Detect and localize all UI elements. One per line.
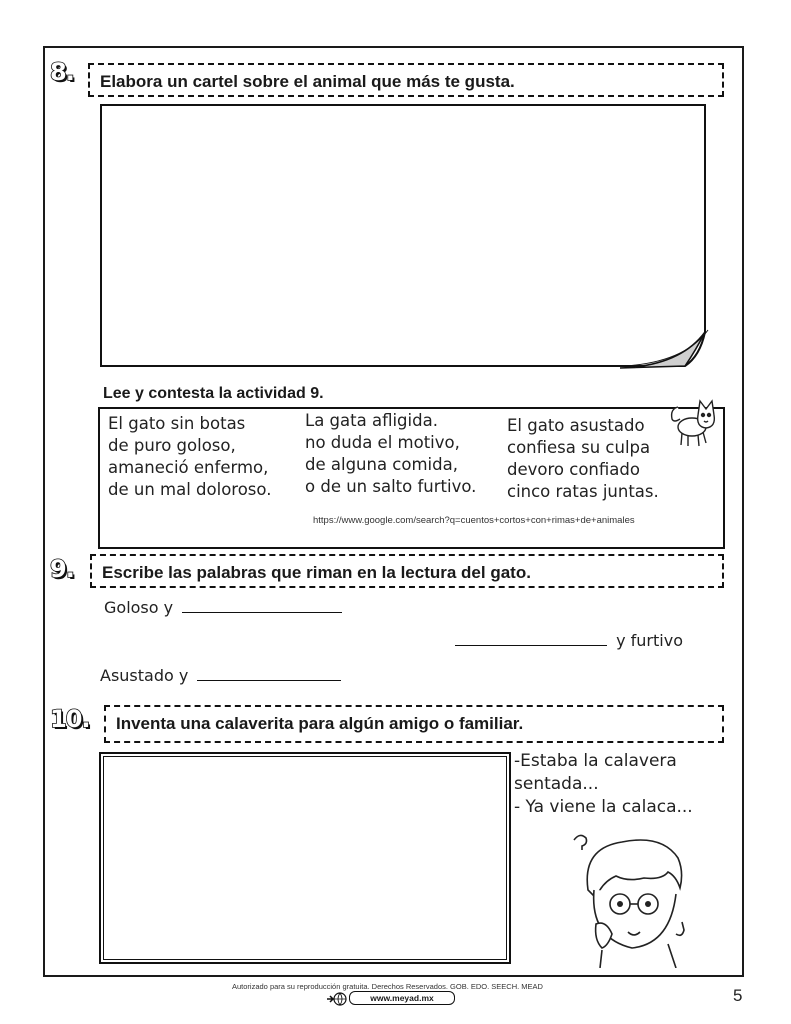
answer-line[interactable]	[182, 598, 342, 613]
answer-line[interactable]	[455, 631, 607, 646]
hint-line: - Ya viene la calaca...	[514, 797, 693, 817]
section-10-instruction	[104, 705, 724, 743]
thinking-boy-icon	[572, 828, 704, 968]
reading-heading: Lee y contesta la actividad 9.	[103, 385, 324, 402]
footer-website[interactable]: www.meyad.mx	[349, 991, 455, 1005]
section-9-instruction-text: Escribe las palabras que riman en la lectura del gato.	[102, 563, 531, 582]
calaverita-hints	[514, 750, 693, 819]
rhyme-label: Goloso y	[104, 598, 174, 617]
section-8-instruction	[88, 63, 724, 97]
poem-line: de alguna comida,	[305, 455, 458, 474]
poster-frame-icon	[100, 104, 710, 370]
section-10-number: 10.	[50, 705, 90, 733]
calaverita-writing-area[interactable]	[99, 752, 511, 964]
poem-line: La gata afligida.	[305, 411, 438, 430]
poem-line: confiesa su culpa	[507, 438, 651, 457]
cat-icon	[668, 393, 724, 449]
footer-authorization: Autorizado para su reproducción gratuita. Derechos Reservados. GOB. EDO. SEECH. MEAD	[232, 982, 543, 991]
poster-drawing-area[interactable]	[100, 104, 710, 370]
section-9-instruction	[90, 554, 724, 588]
poem-line: cinco ratas juntas.	[507, 482, 659, 501]
rhyme-item-3	[100, 666, 341, 685]
section-10-instruction-text: Inventa una calaverita para algún amigo o familiar.	[116, 714, 524, 733]
section-8-number: 8.	[50, 58, 74, 86]
answer-line[interactable]	[197, 666, 341, 681]
poem-line: de puro goloso,	[108, 436, 236, 455]
poem-line: de un mal doloroso.	[108, 480, 272, 499]
globe-icon	[326, 991, 348, 1010]
rhyme-item-1	[104, 598, 342, 617]
poem-2	[305, 410, 476, 498]
poem-1	[108, 413, 271, 501]
poem-line: El gato asustado	[507, 416, 645, 435]
rhyme-item-2	[455, 631, 683, 650]
rhyme-label: y furtivo	[616, 631, 683, 650]
hint-line: sentada...	[514, 774, 599, 794]
poem-3	[507, 415, 659, 503]
section-8-instruction-text: Elabora un cartel sobre el animal que más te gusta.	[100, 72, 515, 91]
writing-area-inner-border	[103, 756, 507, 960]
poem-line: no duda el motivo,	[305, 433, 460, 452]
rhyme-label: Asustado y	[100, 666, 189, 685]
hint-line: -Estaba la calavera	[514, 751, 677, 771]
poem-line: devoro confiado	[507, 460, 640, 479]
source-url[interactable]: https://www.google.com/search?q=cuentos+cortos+con+rimas+de+animales	[313, 515, 635, 526]
poem-line: El gato sin botas	[108, 414, 246, 433]
page-number: 5	[733, 986, 743, 1005]
poem-line: o de un salto furtivo.	[305, 477, 477, 496]
poem-line: amaneció enfermo,	[108, 458, 269, 477]
section-9-number: 9.	[50, 555, 74, 583]
